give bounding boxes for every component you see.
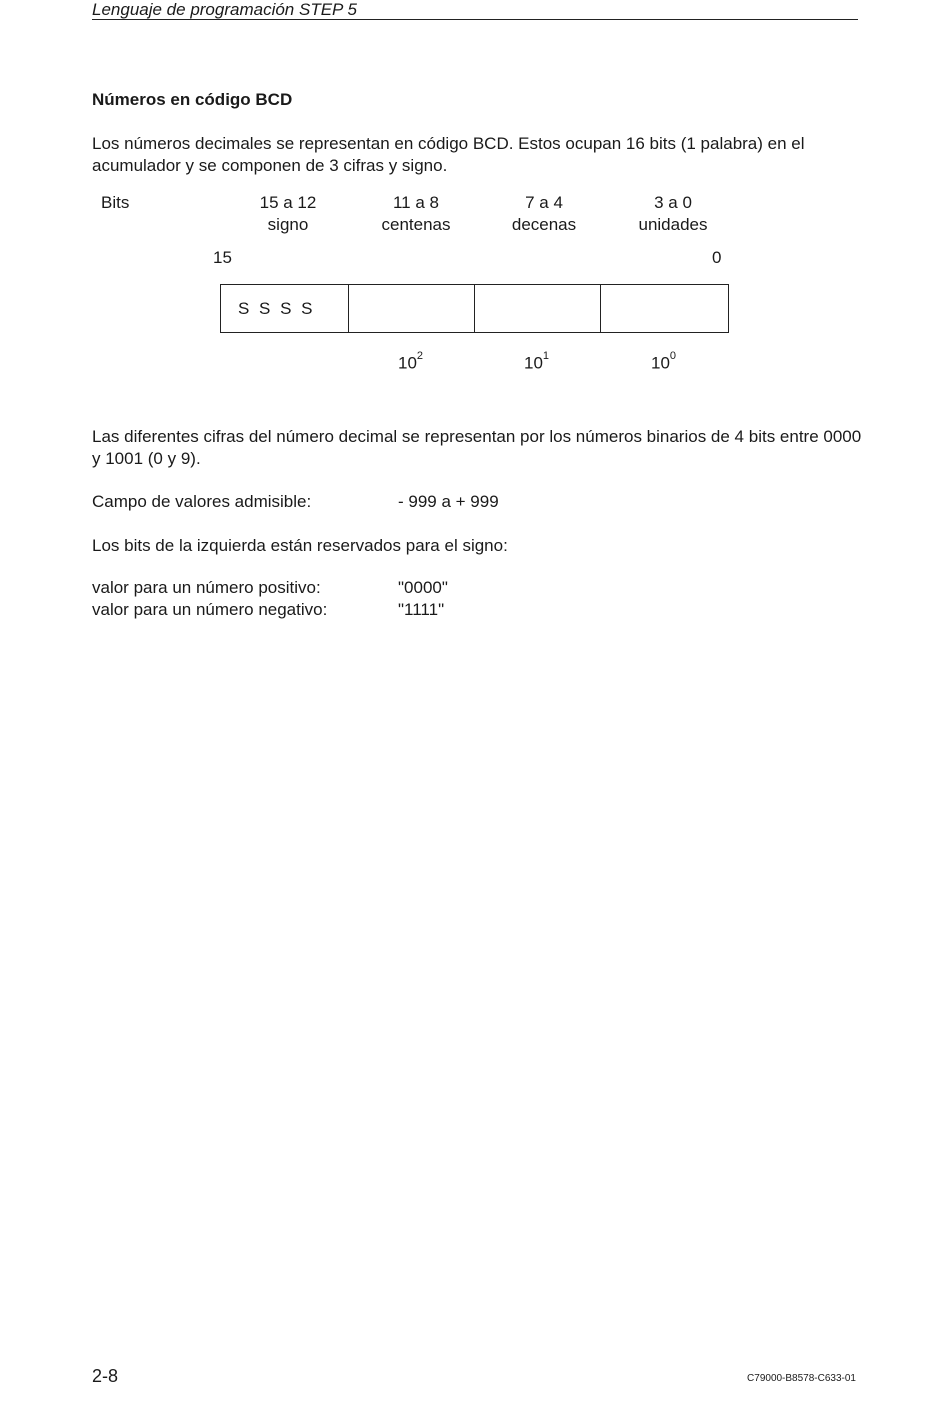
sign-bits: S S S S [238,299,313,318]
positive-label: valor para un número positivo: [92,578,321,597]
document-code: C79000-B8578-C633-01 [747,1373,856,1384]
running-header: Lenguaje de programación STEP 5 [92,0,357,19]
power-label: $10^2$ [398,350,424,373]
group-name: centenas [381,215,451,234]
group-range: 7 a 4 [525,193,563,212]
intro-paragraph: Los números decimales se representan en código BCD. Estos ocupan 16 bits (1 palabra) en el acumulador y se componen de 3 cifras y signo. [92,134,805,175]
range-label: Campo de valores admisible: [92,492,312,511]
power-label: $10^0$ [651,350,677,373]
header-rule [92,19,858,20]
sign-paragraph: Los bits de la izquierda están reservados para el signo: [92,536,508,555]
lsb-label: 0 [712,248,722,267]
units-cell [600,284,729,333]
group-name: unidades [638,215,708,234]
group-name: signo [267,215,309,234]
digits-paragraph: Las diferentes cifras del número decimal se representan por los números binarios de 4 bits entre 0000 y 1001 (0 y 9). [92,427,862,468]
range-value: - 999 a + 999 [398,492,499,511]
negative-value: "1111" [398,600,445,619]
negative-label: valor para un número negativo: [92,600,328,619]
bits-label: Bits [101,193,130,212]
tens-cell [474,284,601,333]
group-range: 3 a 0 [654,193,692,212]
section-title: Números en código BCD [92,90,293,109]
positive-value: "0000" [398,578,448,597]
hundreds-cell [348,284,475,333]
page-number: 2-8 [92,1366,119,1386]
group-range: 11 a 8 [392,193,439,212]
group-name: decenas [511,215,577,234]
group-range: 15 a 12 [259,193,317,212]
msb-label: 15 [213,248,232,267]
sign-cell [220,284,349,333]
power-label: $10^1$ [524,350,550,373]
